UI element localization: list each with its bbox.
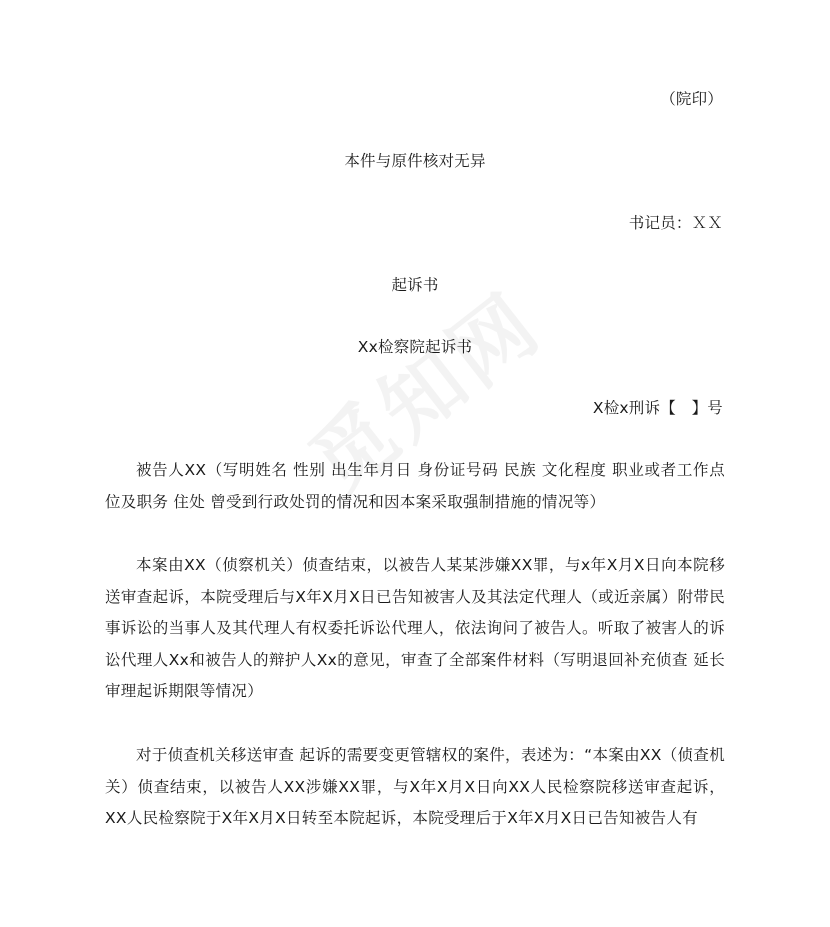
clerk-line: 书记员：ＸＸ <box>628 214 723 232</box>
case-number: X检x刑诉【 】号 <box>592 399 723 417</box>
document-heading: 起诉书 <box>391 276 439 294</box>
paragraph-case-background: 本案由XX（侦察机关）侦查结束，以被告人某某涉嫌XX罪，与x年X月X日向本院移送审查起诉，本院受理后与X年X月X日已告知被害人及其法定代理人（或近亲属）附带民事诉讼的当事人及其代理人有权委托诉讼代理人，依法询问了被告人。听取了被害人的诉讼代理人Xx和被告人的辩护人Xx的意见，审查了全部案件材料（写明退回补充侦查 延长审理起诉期限等情况） <box>105 556 725 700</box>
paragraph-defendant-info: 被告人XX（写明姓名 性别 出生年月日 身份证号码 民族 文化程度 职业或者工作点位及职务 住处 曾受到行政处罚的情况和因本案采取强制措施的情况等） <box>105 461 725 511</box>
verification-statement: 本件与原件核对无异 <box>344 152 486 170</box>
seal-note: （院印） <box>660 90 723 108</box>
document-title: Xx检察院起诉书 <box>357 338 473 356</box>
paragraph-jurisdiction-change: 对于侦查机关移送审查 起诉的需要变更管辖权的案件，表述为：“本案由XX（侦查机关）侦查结束，以被告人XX涉嫌XX罪，与X年X月X日向XX人民检察院移送审查起诉，XX人民检察院于X年X月X日转至本院起诉，本院受理后于X年X月X日已告知被告人有 <box>105 746 725 827</box>
